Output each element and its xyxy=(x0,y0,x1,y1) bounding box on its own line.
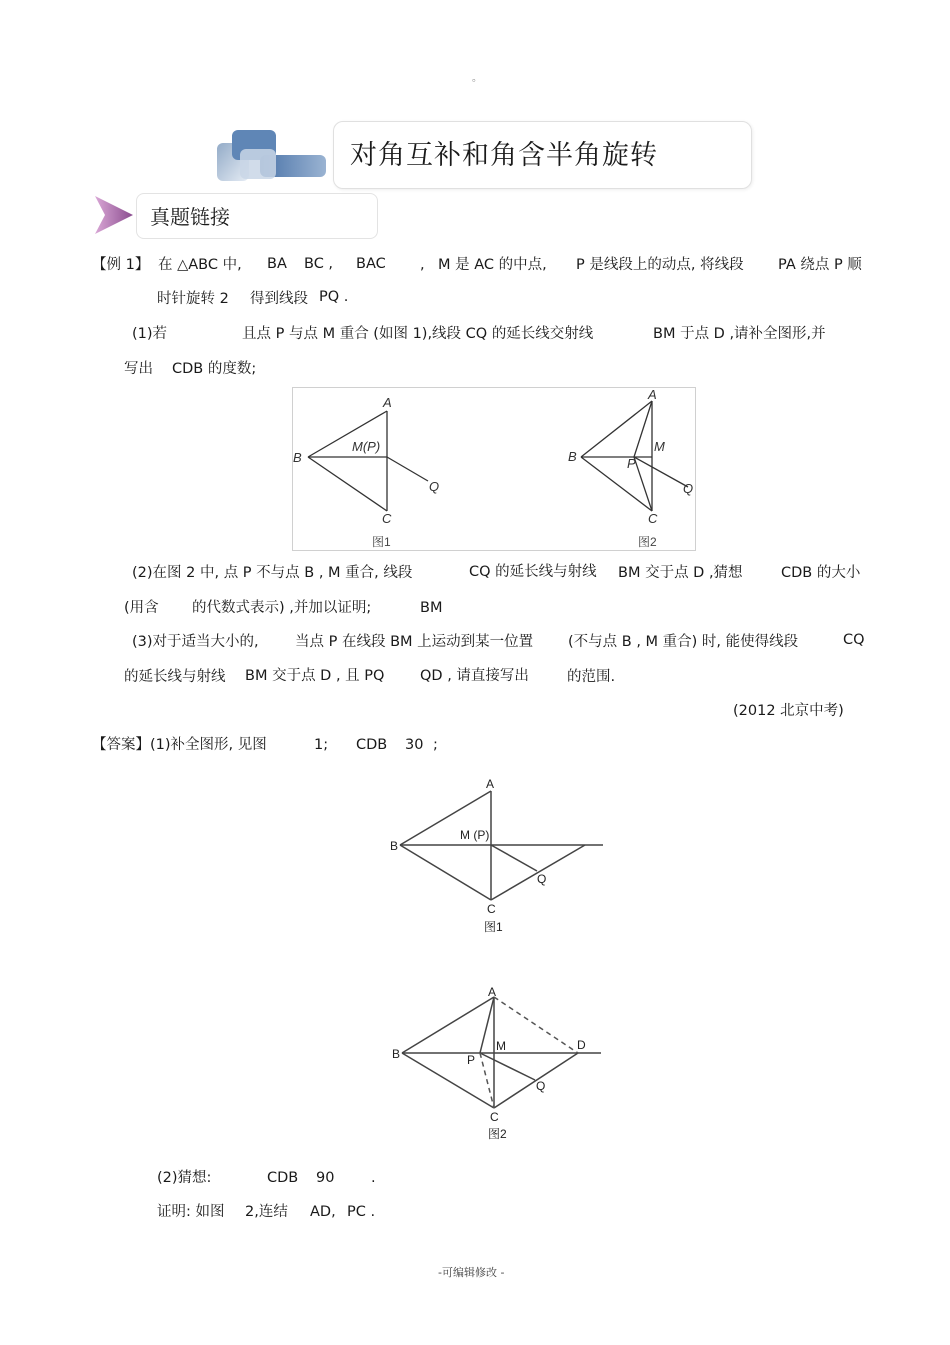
problem-text: PA 绕点 P 顺 xyxy=(778,257,862,273)
problem-text: 写出 xyxy=(124,361,153,377)
figure-caption: 图1 xyxy=(484,920,503,934)
proof-text: 2,连结 xyxy=(245,1204,288,1220)
proof-text: 证明: 如图 xyxy=(157,1204,225,1220)
figure-caption: 图2 xyxy=(638,535,657,549)
problem-source: (2012 北京中考) xyxy=(733,703,844,719)
label-A: A xyxy=(486,777,495,791)
label-MP: M (P) xyxy=(460,828,490,842)
label-Q: Q xyxy=(683,481,694,496)
problem-text: CDB 的度数; xyxy=(172,361,257,377)
problem-text: 的延长线与射线 xyxy=(124,669,226,685)
triangle-arrow-icon xyxy=(93,194,135,236)
problem-text: P 是线段上的动点, 将线段 xyxy=(576,257,744,273)
label-B: B xyxy=(568,449,577,464)
problem-text: (不与点 B , M 重合) 时, 能使得线段 xyxy=(568,634,799,650)
label-B: B xyxy=(293,450,302,465)
problem-text: BM 交于点 D , 且 PQ xyxy=(245,668,385,684)
figure-caption: 图1 xyxy=(372,535,391,549)
problem-text: CQ 的延长线与射线 xyxy=(469,564,597,580)
problem-text: PQ . xyxy=(319,289,349,305)
problem-text: BM xyxy=(420,600,443,616)
answer-text: 90 xyxy=(316,1170,335,1186)
answer-text: ; xyxy=(433,737,438,753)
problem-text: CQ xyxy=(843,632,865,648)
label-A: A xyxy=(648,387,657,402)
problem-text: CDB 的大小 xyxy=(781,565,861,581)
label-A: A xyxy=(488,985,497,999)
answer-figure-1 xyxy=(385,775,615,940)
answer-text: CDB xyxy=(356,737,388,753)
label-P: P xyxy=(467,1053,476,1067)
problem-text: BAC xyxy=(356,256,386,272)
problem-text: QD , 请直接写出 xyxy=(420,668,529,684)
label-B: B xyxy=(390,839,399,853)
label-M: M xyxy=(496,1039,506,1053)
problem-text: (3)对于适当大小的, xyxy=(132,634,259,650)
problem-text: , xyxy=(420,257,425,273)
proof-text: PC . xyxy=(347,1204,376,1220)
answer-text: 30 xyxy=(405,737,424,753)
problem-text: (2)在图 2 中, 点 P 不与点 B , M 重合, 线段 xyxy=(132,565,413,581)
problem-text: M 是 AC 的中点, xyxy=(438,257,547,273)
answer-label: 【答案】 xyxy=(92,737,150,753)
answer-text: 1; xyxy=(314,737,329,753)
answer-figure-2 xyxy=(385,985,615,1145)
problem-text: 的范围. xyxy=(567,669,616,685)
problem-text: BA xyxy=(267,256,287,272)
problem-text: BC , xyxy=(304,256,334,272)
label-MP: M(P) xyxy=(352,439,381,454)
label-D: D xyxy=(577,1038,586,1052)
section-title: 真题链接 xyxy=(150,205,230,229)
label-C: C xyxy=(648,511,658,526)
label-Q: Q xyxy=(537,872,547,886)
label-Q: Q xyxy=(429,479,440,494)
problem-label: 【例 1】 xyxy=(92,257,150,273)
title-decoration-icon xyxy=(214,127,332,187)
problem-figure xyxy=(292,387,696,551)
label-Q: Q xyxy=(536,1079,546,1093)
label-M: M xyxy=(654,439,665,454)
answer-text: (2)猜想: xyxy=(157,1170,212,1186)
problem-text: 的代数式表示) ,并加以证明; xyxy=(192,600,372,616)
page-title: 对角互补和角含半角旋转 xyxy=(350,140,658,171)
answer-text: . xyxy=(371,1170,376,1186)
problem-text: 在 △ABC 中, xyxy=(158,257,242,273)
problem-text: (用含 xyxy=(124,600,159,616)
figure-caption: 图2 xyxy=(488,1127,507,1141)
page-footer: -可编辑修改 - xyxy=(438,1266,505,1279)
label-P: P xyxy=(627,456,636,471)
problem-text: 得到线段 xyxy=(250,291,308,307)
problem-text: BM 交于点 D ,猜想 xyxy=(618,565,743,581)
problem-text: BM 于点 D ,请补全图形,并 xyxy=(653,326,826,342)
answer-text: (1)补全图形, 见图 xyxy=(150,737,267,753)
problem-text: (1)若 xyxy=(132,326,168,342)
label-C: C xyxy=(382,511,392,526)
problem-text: 当点 P 在线段 BM 上运动到某一位置 xyxy=(295,634,534,650)
problem-text: 且点 P 与点 M 重合 (如图 1),线段 CQ 的延长线交射线 xyxy=(242,326,594,342)
label-B: B xyxy=(392,1047,401,1061)
label-A: A xyxy=(383,395,392,410)
header-mark: 。 xyxy=(472,73,482,84)
problem-text: 时针旋转 2 xyxy=(157,291,229,307)
answer-text: CDB xyxy=(267,1170,299,1186)
label-C: C xyxy=(490,1110,499,1124)
label-C: C xyxy=(487,902,496,916)
proof-text: AD, xyxy=(310,1204,336,1220)
